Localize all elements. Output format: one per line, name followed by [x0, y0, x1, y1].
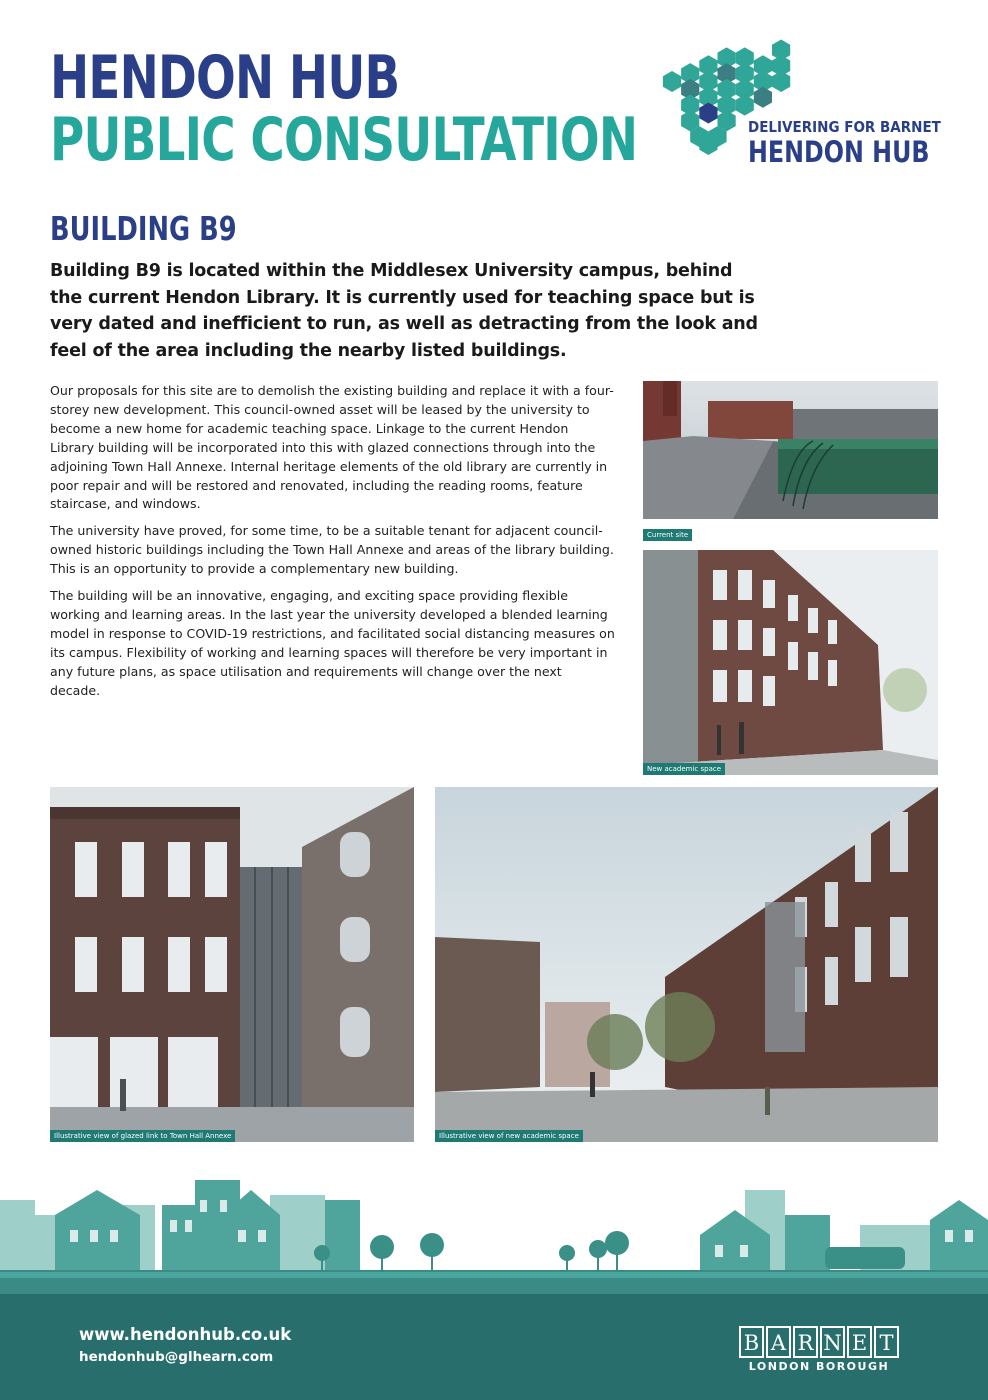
section-heading: BUILDING B9	[50, 209, 237, 248]
logo-hexagon	[663, 71, 681, 92]
caption-glazed-link: Illustrative view of glazed link to Town Hall Annexe	[50, 1130, 235, 1142]
footer-stripe	[0, 1272, 988, 1278]
academic-space-image	[643, 550, 938, 775]
body-text	[50, 382, 615, 709]
logo-hexagon	[736, 95, 754, 116]
body-paragraph-1: Our proposals for this site are to demolish the existing building and replace it with a four-storey new development. This council-owned asset will be leased by the university to become a new home for academic teaching space. Linkage to the current Hendon Library building will be incorporated into this with glazed connections through into the adjoining Town Hall Annexe. Internal heritage elements of the old library are currently in poor repair and will be restored and renovated, including the reading rooms, feature staircase, and windows.	[50, 383, 614, 512]
barnet-letter: T	[874, 1326, 899, 1358]
intro-paragraph: Building B9 is located within the Middlesex University campus, behind the current Hendon Library. It is currently used for teaching space but is very dated and inefficient to run, as well as detracting from the look and feel of the area including the nearby listed buildings.	[50, 261, 758, 361]
logo-hexagon	[699, 103, 717, 124]
caption-academic-space: New academic space	[643, 763, 725, 775]
page-subtitle: PUBLIC CONSULTATION	[50, 105, 638, 175]
new-academic-space-illustration	[435, 787, 938, 1142]
barnet-letter: E	[847, 1326, 872, 1358]
logo-hexagon	[754, 87, 772, 108]
email-link[interactable]: hendonhub@glhearn.com	[79, 1349, 274, 1365]
current-site-illustration	[643, 381, 938, 519]
body-paragraph-3: The building will be an innovative, engaging, and exciting space providing flexible working and learning areas. In the last year the university developed a blended learning model in response to COVID-19 restrictions, and facilitated social distancing measures on its campus. Flexibility of working and learning spaces will therefore be very important in any future plans, as space utilisation and requirements will change over the next decade.	[50, 588, 615, 698]
caption-current-site: Current site	[643, 529, 692, 541]
glazed-link-illustration	[50, 787, 414, 1142]
logo-name: HENDON HUB	[748, 135, 930, 169]
barnet-letter: R	[793, 1326, 818, 1358]
borough-label: LONDON BOROUGH	[748, 1360, 890, 1373]
caption-new-academic: Illustrative view of new academic space	[435, 1130, 583, 1142]
barnet-letter: N	[820, 1326, 845, 1358]
barnet-letter: A	[766, 1326, 791, 1358]
skyline-graphic	[0, 1175, 988, 1275]
page-title: HENDON HUB	[50, 43, 400, 113]
academic-space-illustration	[643, 550, 938, 775]
logo-tagline: DELIVERING FOR BARNET	[748, 118, 941, 136]
website-link[interactable]: www.hendonhub.co.uk	[79, 1325, 292, 1344]
glazed-link-image	[50, 787, 414, 1142]
new-academic-space-image	[435, 787, 938, 1142]
logo-hexagon	[772, 71, 790, 92]
barnet-letters	[739, 1326, 899, 1358]
body-paragraph-2: The university have proved, for some time, to be a suitable tenant for adjacent council-owned historic buildings including the Town Hall Annexe and areas of the library building. This is an opportunity to provide a complementary new building.	[50, 523, 614, 577]
barnet-letter: B	[739, 1326, 764, 1358]
barnet-logo	[739, 1326, 899, 1373]
current-site-photo	[643, 381, 938, 519]
town-skyline-illustration	[0, 1175, 988, 1275]
